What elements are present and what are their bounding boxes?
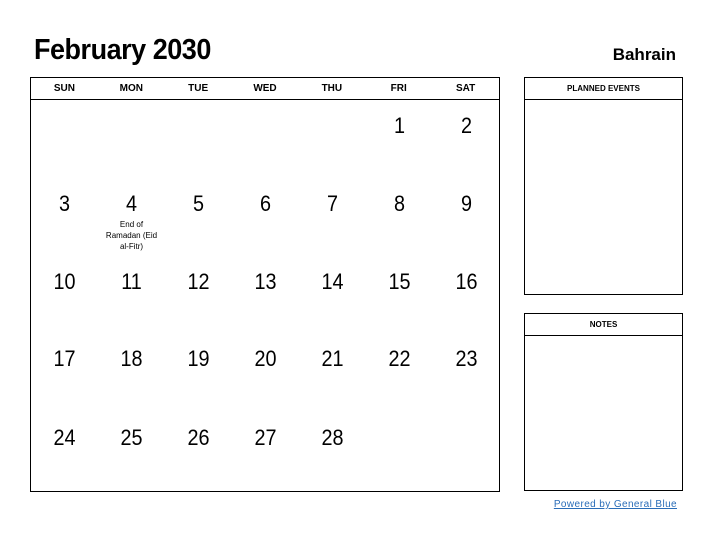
planned-events-panel bbox=[524, 77, 683, 295]
day-number: 28 bbox=[321, 425, 344, 450]
day-number: 16 bbox=[455, 269, 478, 294]
day-number bbox=[302, 100, 362, 113]
day-cell bbox=[433, 256, 500, 333]
day-cell bbox=[366, 100, 433, 178]
weekday-label: SAT bbox=[455, 83, 476, 94]
day-cell bbox=[232, 333, 299, 412]
day-number bbox=[436, 412, 496, 425]
day-cell bbox=[98, 100, 165, 178]
day-number: 3 bbox=[58, 191, 71, 216]
day-cell bbox=[433, 100, 500, 178]
day-cell bbox=[98, 178, 165, 256]
day-number: 4 bbox=[125, 191, 138, 216]
day-number: 18 bbox=[120, 346, 143, 371]
weekday-label: TUE bbox=[188, 83, 209, 94]
day-cell bbox=[165, 256, 232, 333]
day-number: 21 bbox=[321, 346, 344, 371]
day-number bbox=[101, 100, 161, 113]
day-number: 13 bbox=[254, 269, 277, 294]
day-cell bbox=[165, 333, 232, 412]
day-number: 12 bbox=[187, 269, 210, 294]
day-number bbox=[34, 100, 94, 113]
day-number bbox=[369, 412, 429, 425]
planned-events-heading: PLANNED EVENTS bbox=[525, 78, 682, 100]
day-cell bbox=[31, 100, 98, 178]
weekday-label: FRI bbox=[390, 83, 407, 94]
day-grid bbox=[31, 100, 499, 491]
country-label: Bahrain bbox=[612, 45, 676, 64]
day-cell bbox=[232, 412, 299, 491]
weekday-label: THU bbox=[321, 83, 343, 94]
calendar-grid bbox=[30, 77, 500, 492]
day-cell bbox=[433, 333, 500, 412]
day-cell bbox=[299, 412, 366, 491]
day-cell bbox=[232, 100, 299, 178]
day-cell bbox=[31, 256, 98, 333]
day-number: 5 bbox=[192, 191, 205, 216]
day-number: 15 bbox=[388, 269, 411, 294]
day-cell bbox=[232, 256, 299, 333]
day-number: 27 bbox=[254, 425, 277, 450]
day-number: 7 bbox=[326, 191, 339, 216]
weekday-label: MON bbox=[119, 83, 143, 94]
day-number: 22 bbox=[388, 346, 411, 371]
day-cell bbox=[366, 178, 433, 256]
day-number: 14 bbox=[321, 269, 344, 294]
page-title: February 2030 bbox=[34, 34, 211, 66]
holiday-label: End of Ramadan (Eid al-Fitr) bbox=[105, 220, 158, 251]
day-cell bbox=[98, 412, 165, 491]
day-cell bbox=[31, 178, 98, 256]
day-number: 26 bbox=[187, 425, 210, 450]
day-cell bbox=[165, 100, 232, 178]
day-number bbox=[235, 100, 295, 113]
day-number: 8 bbox=[393, 191, 406, 216]
day-number: 20 bbox=[254, 346, 277, 371]
day-number bbox=[168, 100, 228, 113]
day-cell bbox=[232, 178, 299, 256]
day-cell bbox=[98, 333, 165, 412]
weekday-header bbox=[31, 78, 499, 100]
day-cell bbox=[299, 256, 366, 333]
day-cell bbox=[31, 333, 98, 412]
day-cell bbox=[165, 178, 232, 256]
day-number: 9 bbox=[460, 191, 473, 216]
day-number: 11 bbox=[121, 269, 142, 294]
day-cell bbox=[433, 178, 500, 256]
day-number: 23 bbox=[455, 346, 478, 371]
powered-by-link[interactable]: Powered by General Blue bbox=[553, 499, 677, 510]
day-cell bbox=[366, 333, 433, 412]
day-cell bbox=[299, 333, 366, 412]
day-cell bbox=[299, 100, 366, 178]
day-cell bbox=[165, 412, 232, 491]
notes-panel bbox=[524, 313, 683, 491]
day-number: 24 bbox=[53, 425, 76, 450]
day-number: 17 bbox=[53, 346, 76, 371]
day-cell bbox=[98, 256, 165, 333]
day-number: 25 bbox=[120, 425, 143, 450]
day-cell bbox=[299, 178, 366, 256]
day-number: 1 bbox=[393, 113, 406, 138]
day-number: 10 bbox=[53, 269, 76, 294]
day-cell bbox=[433, 412, 500, 491]
day-number: 19 bbox=[187, 346, 210, 371]
day-number: 2 bbox=[460, 113, 473, 138]
day-cell bbox=[366, 256, 433, 333]
day-cell bbox=[31, 412, 98, 491]
weekday-label: WED bbox=[253, 83, 277, 94]
notes-heading: NOTES bbox=[525, 314, 682, 336]
day-number: 6 bbox=[259, 191, 272, 216]
day-cell bbox=[366, 412, 433, 491]
weekday-label: SUN bbox=[53, 83, 75, 94]
